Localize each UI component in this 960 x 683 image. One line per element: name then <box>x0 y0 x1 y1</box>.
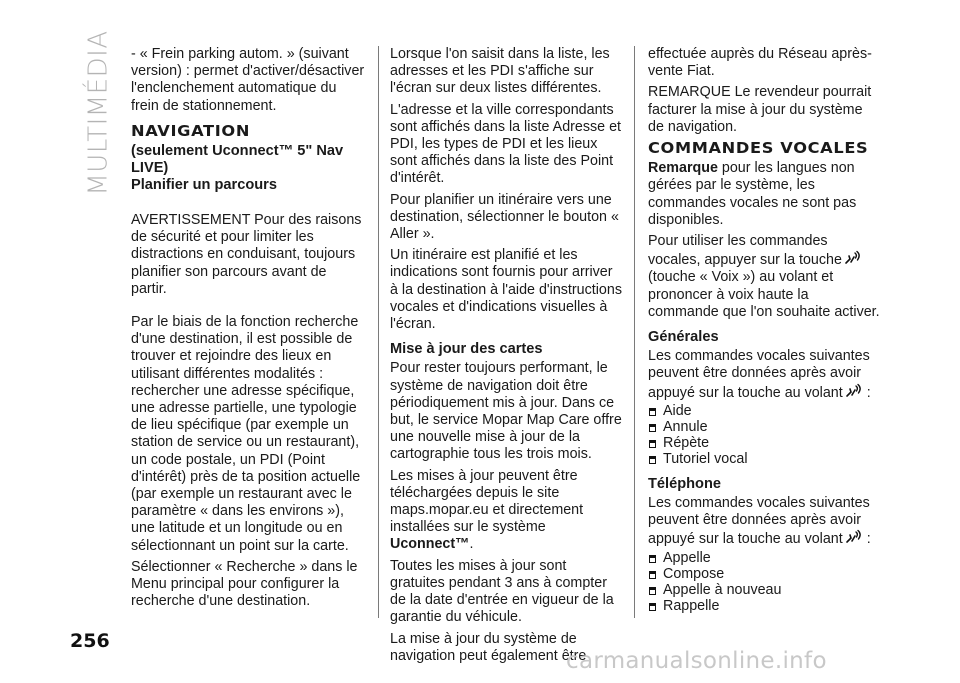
navigation-variant-heading: (seulement Uconnect™ 5" Nav LIVE) <box>131 143 344 177</box>
square-bullet-icon <box>649 408 656 416</box>
voice-commands-heading: COMMANDES VOCALES <box>648 139 869 158</box>
watermark-text: carmanualsonline.info <box>566 648 827 674</box>
phone-heading: Téléphone <box>648 475 721 492</box>
remark-paragraph: REMARQUE Le revendeur pourrait facturer la mise à jour du système de navigation. <box>648 84 872 135</box>
lists-paragraph: Lorsque l'on saisit dans la liste, les adresses et les PDI s'affiche sur l'écran sur deux listes différentes. <box>390 46 610 97</box>
free-updates-paragraph: Toutes les mises à jour sont gratuites pendant 3 ans à compter de la date d'entrée en vigueur de la garantie du véhicule. <box>390 557 614 626</box>
address-list-paragraph: L'adresse et la ville correspondants sont affichés dans la liste Adresse et PDI, les types de PDI et les lieux sont affichés dans la liste des Point d'intérêt. <box>390 101 622 187</box>
dealer-continuation-paragraph: effectuée auprès du Réseau après-vente Fiat. <box>648 46 872 80</box>
column-divider-2 <box>634 46 635 618</box>
square-bullet-icon <box>649 424 656 432</box>
voice-command-icon <box>845 383 863 399</box>
language-remark-paragraph: Remarque pour les langues non gérées par le système, les commandes vocales ne sont pas disponibles. <box>648 160 857 228</box>
list-item: Appelle <box>648 551 882 567</box>
route-guidance-paragraph: Un itinéraire est planifié et les indications sont fournis pour arriver à la destination à l'aide d'instructions vocales et d'indications visuelles à l'écran. <box>390 247 622 333</box>
map-care-paragraph: Pour rester toujours performant, le système de navigation doit être périodiquement mis à jour. Dans ce but, le service Mopar Map Care offre une nouvelle mise à jour de la cartographie tous les trois mois. <box>390 360 622 463</box>
list-item: Aide <box>648 404 882 420</box>
general-heading: Générales <box>648 329 719 346</box>
parking-brake-paragraph: - « Frein parking autom. » (suivant version) : permet d'activer/désactiver l'enclenchement automatique du frein de stationnement. <box>131 46 365 114</box>
square-bullet-icon <box>649 440 656 448</box>
phone-command-list <box>648 551 882 615</box>
voice-usage-paragraph: Pour utiliser les commandes vocales, appuyer sur la touche (touche « Voix ») au volant et prononcer à voix haute la commande que l'on souhaite activer. <box>648 233 880 320</box>
list-item: Compose <box>648 567 882 583</box>
remark-label: Remarque <box>648 160 718 177</box>
uconnect-brand: Uconnect™ <box>390 536 470 553</box>
square-bullet-icon <box>649 571 656 579</box>
section-side-title <box>78 18 120 208</box>
phone-intro-paragraph: Les commandes vocales suivantes peuvent être données après avoir appuyé sur la touche au volant : <box>648 495 871 548</box>
search-function-paragraph: Par le biais de la fonction recherche d'une destination, il est possible de trouver et rejoindre des lieux en utilisant différentes modalités : rechercher une adresse spécifique, une adresse partielle, une typologie de lieu spécifique (par exemple un station de service ou un restaurant), un code postale, un PDI (Point d'intérêt) près de ta position actuelle (par exemple un restaurant avec le paramètre « dans les environs »), une latitude et un longitude ou en sélectionnant un point sur la carte. <box>131 314 361 554</box>
square-bullet-icon <box>649 603 656 611</box>
navigation-heading: NAVIGATION <box>131 121 251 140</box>
square-bullet-icon <box>649 555 656 563</box>
search-menu-paragraph: Sélectionner « Recherche » dans le Menu principal pour configurer la recherche d'une destination. <box>131 558 358 610</box>
list-item: Tutoriel vocal <box>648 452 882 468</box>
warning-paragraph: AVERTISSEMENT Pour des raisons de sécurité et pour limiter les distractions en conduisant, toujours planifier son parcours avant de partir. <box>131 212 362 297</box>
page-number: 256 <box>70 630 110 652</box>
column-1 <box>131 46 365 614</box>
list-item: Annule <box>648 420 882 436</box>
dealer-update-paragraph: La mise à jour du système de navigation peut également être <box>390 630 587 664</box>
download-paragraph: Les mises à jour peuvent être téléchargées depuis le site maps.mopar.eu et directement installées sur le système Uconnect™. <box>390 467 584 553</box>
side-title-text: MULTIMÉDIA <box>84 30 115 196</box>
general-intro-paragraph: Les commandes vocales suivantes peuvent être données après avoir appuyé sur la touche au volant : <box>648 348 871 401</box>
general-command-list <box>648 404 882 468</box>
map-update-heading: Mise à jour des cartes <box>390 341 543 358</box>
go-button-paragraph: Pour planifier un itinéraire vers une destination, sélectionner le bouton « Aller ». <box>390 191 619 243</box>
square-bullet-icon <box>649 456 656 464</box>
list-item: Rappelle <box>648 599 882 615</box>
square-bullet-icon <box>649 587 656 595</box>
column-2 <box>390 46 624 669</box>
column-3 <box>648 46 882 621</box>
voice-command-icon <box>844 250 862 266</box>
list-item: Appelle à nouveau <box>648 583 882 599</box>
list-item: Répète <box>648 436 882 452</box>
voice-command-icon <box>845 529 863 545</box>
plan-route-heading: Planifier un parcours <box>131 177 277 194</box>
